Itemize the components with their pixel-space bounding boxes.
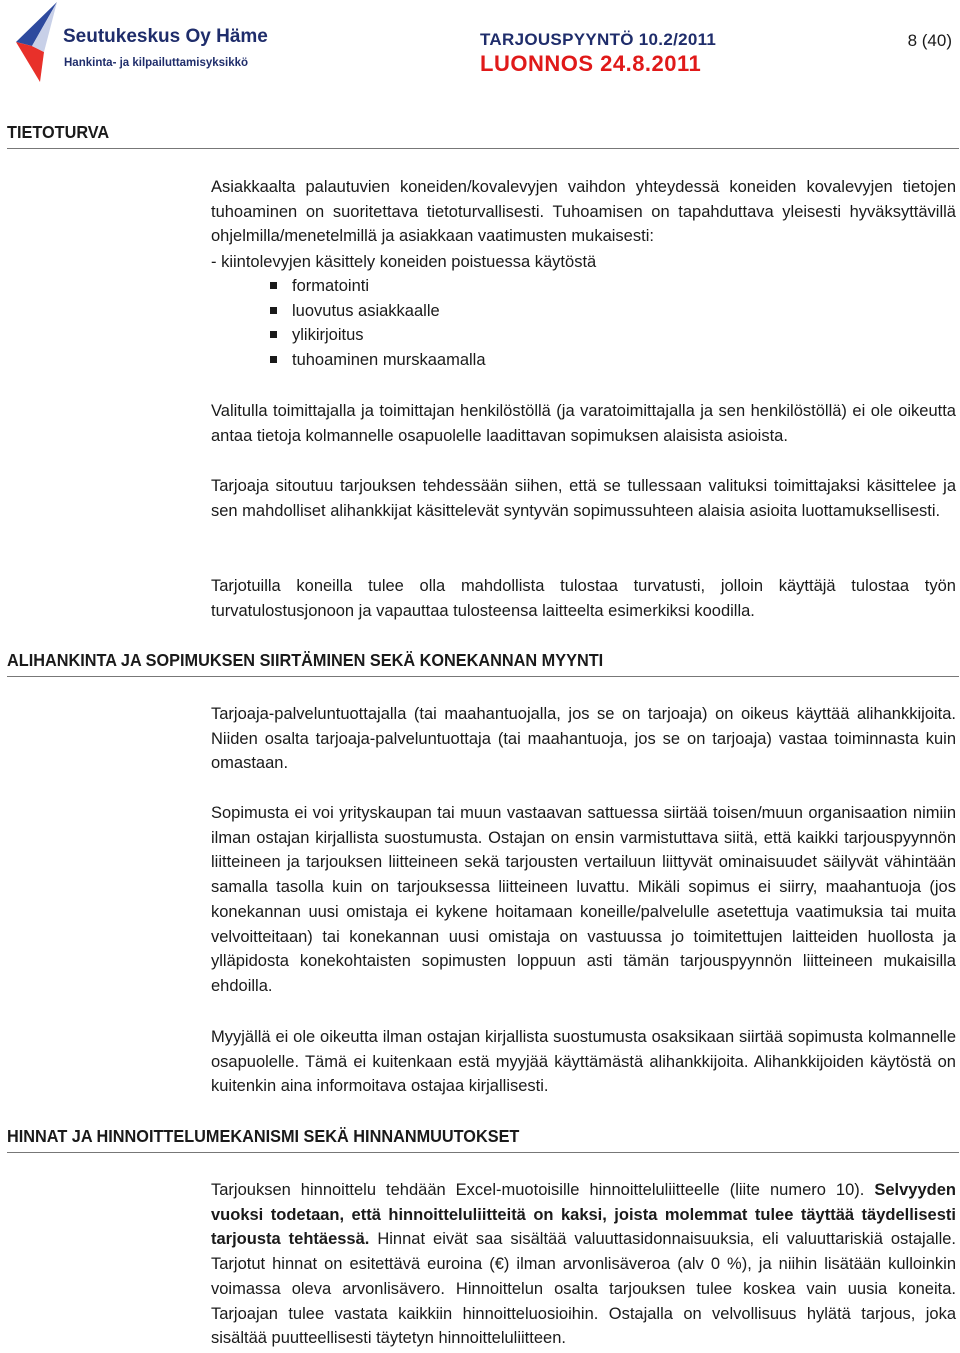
paragraph-bold-text: Selvyyden vuoksi todetaan, että hinnoitteluliitteitä on kaksi, joista molemmat tulee täyttää täydellisesti tarjousta tehtäessä.	[211, 1181, 956, 1249]
list-item: ylikirjoitus	[270, 323, 486, 348]
paragraph: Sopimusta ei voi yrityskaupan tai muun vastaavan sattuessa siirtää toisen/muun organisaation nimiin ilman ostajan kirjallista suostumusta. Ostajan on ensin varmistuttava siitä, että kaikki tarjouspyynnön liitteineen ja tarjouksen liitteineen sekä tarjousten vertailuun liittyvät ominaisuudet säilyvät vähintään samalla tasolla kuin on tarjouksessa liitteineen luvattu. Mikäli sopimus ei siirry, maahantuoja (jos konekannan uusi omistaja ei kykene hoitamaan koneille/palvelulle asetettuja vaatimuksia tai muita velvoitteitaan) tai konekannan uusi omistaja on vastuussa jo toimitettujen laitteiden huollosta ja ylläpidosta konekohtaisten sopimusten loppuun asti tämän tarjouspyynnön liitteineen mukaisilla ehdoilla.	[211, 804, 956, 995]
list-item: luovutus asiakkaalle	[270, 299, 486, 324]
paragraph	[211, 1178, 956, 1351]
paragraph-text: Tarjouksen hinnoittelu tehdään Excel-muotoisille hinnoitteluliitteelle (liite numero 10).	[211, 1181, 875, 1199]
paragraph: Asiakkaalta palautuvien koneiden/kovalevyjen vaihdon yhteydessä koneiden kovalevyjen tietojen tuhoaminen on suoritettava tietoturvallisesti. Tuhoamisen on tapahduttava yleisesti hyväksyttävillä ohjelmilla/menetelmillä ja asiakkaan vaatimusten mukaisesti:	[211, 178, 956, 246]
organization-name: Seutukeskus Oy Häme	[63, 26, 268, 47]
section-divider	[7, 148, 959, 149]
page-header	[0, 0, 960, 100]
paragraph: Tarjoaja-palveluntuottajalla (tai maahantuojalla, jos se on tarjoaja) on oikeus käyttää alihankkijoita. Niiden osalta tarjoaja-palveluntuottaja (tai maahantuoja, jos se on tarjoaja) vastaa toiminnasta kuin omastaan.	[211, 705, 956, 773]
bullet-list	[270, 274, 486, 373]
paragraph: Tarjoaja sitoutuu tarjouksen tehdessään siihen, että se tullessaan valituksi toimittajaksi käsittelee ja sen mahdolliset alihankkijat käsittelevät syntyvän sopimussuhteen alaisia asioita luottamuksellisesti.	[211, 477, 956, 520]
list-item: - kiintolevyjen käsittely koneiden poistuessa käytöstä	[211, 253, 597, 271]
document-title: TARJOUSPYYNTÖ 10.2/2011	[480, 30, 717, 49]
organization-unit: Hankinta- ja kilpailuttamisyksikkö	[64, 57, 249, 69]
paragraph: Myyjällä ei ole oikeutta ilman ostajan kirjallista suostumusta osaksikaan siirtää sopimusta kolmannelle osapuolelle. Tämä ei kuitenkaan estä myyjää käyttämästä alihankkijoita. Alihankkijoiden käytöstä on kuitenkin aina informoitava ostajaa kirjallisesti.	[211, 1028, 956, 1096]
company-logo-icon	[10, 2, 62, 82]
paragraph: Valitulla toimittajalla ja toimittajan henkilöstöllä (ja varatoimittajalla ja sen henkilöstöllä) ei ole oikeutta antaa tietoja kolmannelle osapuolelle laadittavan sopimuksen alaisista asioista.	[211, 402, 956, 445]
section-divider	[7, 676, 959, 677]
paragraph: Tarjotuilla koneilla tulee olla mahdollista tulostaa turvatusti, jolloin käyttäjä tulostaa työn turvatulostusjonoon ja vapauttaa tulosteensa laitteelta esimerkiksi koodilla.	[211, 577, 956, 620]
section-heading-tietoturva: TIETOTURVA	[7, 122, 110, 142]
section-divider	[7, 1152, 959, 1153]
page-number: 8 (40)	[907, 31, 952, 50]
list-item: tuhoaminen murskaamalla	[270, 348, 486, 373]
paragraph-text: Hinnat eivät saa sisältää valuuttasidonnaisuuksia, eli valuuttariskiä ostajalle. Tarjotut hinnat on esitettävä euroina (€) ilman arvonlisäveroa (alv 0 %), ja niihin lisätään kulloinkin voimassa oleva arvonlisävero. Hinnoittelun osalta tarjouksen tulee koskea vain uusia koneita. Tarjoajan tulee vastata kaikkiin hinnoitteluosioihin. Ostajalla on velvollisuus hylätä tarjous, joka sisältää puutteellisesti täytetyn hinnoitteluliitteen.	[211, 1230, 956, 1348]
section-heading-alihankinta: ALIHANKINTA JA SOPIMUKSEN SIIRTÄMINEN SEKÄ KONEKANNAN MYYNTI	[7, 650, 604, 670]
list-item: formatointi	[270, 274, 486, 299]
section-heading-hinnat: HINNAT JA HINNOITTELUMEKANISMI SEKÄ HINNANMUUTOKSET	[7, 1126, 520, 1146]
draft-label: LUONNOS 24.8.2011	[480, 51, 702, 76]
